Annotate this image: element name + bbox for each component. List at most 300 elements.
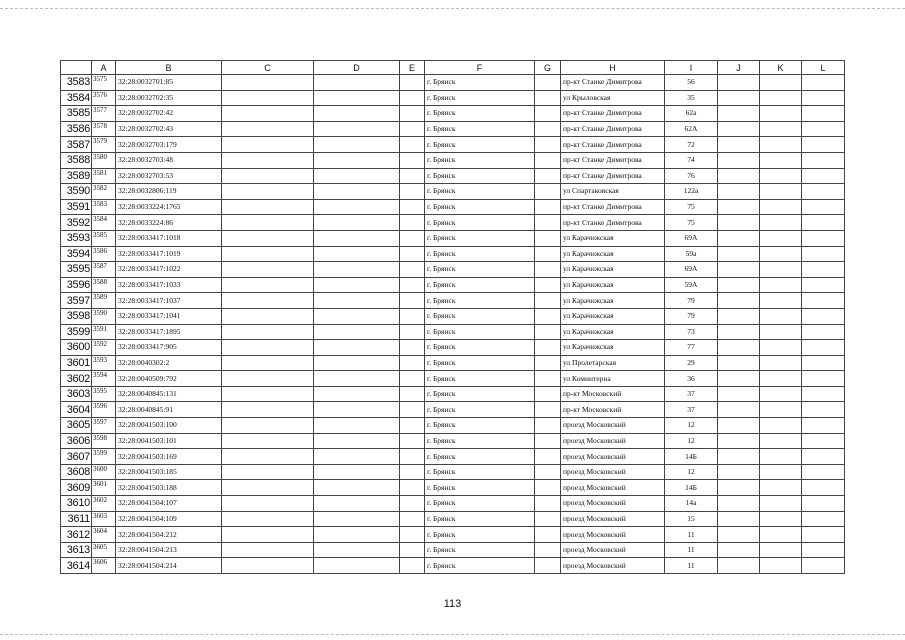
cell-k[interactable] bbox=[760, 293, 802, 309]
cell-j[interactable] bbox=[718, 340, 760, 356]
cell-d[interactable] bbox=[314, 246, 400, 262]
cell-l[interactable] bbox=[802, 324, 845, 340]
cell-f[interactable]: г. Брянск bbox=[425, 230, 535, 246]
cell-d[interactable] bbox=[314, 496, 400, 512]
cell-i[interactable]: 37 bbox=[665, 402, 718, 418]
cell-g[interactable] bbox=[535, 449, 561, 465]
cell-b[interactable]: 32:28:0033417:1033 bbox=[116, 277, 222, 293]
cell-a[interactable]: 3580 bbox=[92, 152, 116, 168]
cell-b[interactable]: 32:28:0041504:107 bbox=[116, 496, 222, 512]
cell-c[interactable] bbox=[222, 90, 314, 106]
cell-g[interactable] bbox=[535, 75, 561, 91]
cell-d[interactable] bbox=[314, 137, 400, 153]
cell-h[interactable]: пр-кт Станке Димитрова bbox=[561, 168, 665, 184]
cell-a[interactable]: 3597 bbox=[92, 418, 116, 434]
cell-j[interactable] bbox=[718, 324, 760, 340]
cell-a[interactable]: 3584 bbox=[92, 215, 116, 231]
cell-k[interactable] bbox=[760, 433, 802, 449]
cell-a[interactable]: 3600 bbox=[92, 464, 116, 480]
cell-c[interactable] bbox=[222, 215, 314, 231]
cell-d[interactable] bbox=[314, 308, 400, 324]
row-number[interactable]: 3600 bbox=[61, 340, 92, 356]
cell-b[interactable]: 32:28:0033417:1019 bbox=[116, 246, 222, 262]
cell-h[interactable]: пр-кт Станке Димитрова bbox=[561, 215, 665, 231]
column-header-e[interactable]: E bbox=[400, 61, 425, 75]
cell-a[interactable]: 3603 bbox=[92, 511, 116, 527]
cell-k[interactable] bbox=[760, 386, 802, 402]
column-header-h[interactable]: H bbox=[561, 61, 665, 75]
cell-i[interactable]: 29 bbox=[665, 355, 718, 371]
column-header-f[interactable]: F bbox=[425, 61, 535, 75]
cell-l[interactable] bbox=[802, 277, 845, 293]
row-number[interactable]: 3604 bbox=[61, 402, 92, 418]
cell-c[interactable] bbox=[222, 293, 314, 309]
row-number[interactable]: 3590 bbox=[61, 184, 92, 200]
cell-f[interactable]: г. Брянск bbox=[425, 246, 535, 262]
cell-a[interactable]: 3591 bbox=[92, 324, 116, 340]
cell-g[interactable] bbox=[535, 496, 561, 512]
cell-a[interactable]: 3601 bbox=[92, 480, 116, 496]
cell-d[interactable] bbox=[314, 293, 400, 309]
cell-h[interactable]: ул Карачижская bbox=[561, 324, 665, 340]
row-number[interactable]: 3591 bbox=[61, 199, 92, 215]
cell-e[interactable] bbox=[400, 371, 425, 387]
cell-l[interactable] bbox=[802, 137, 845, 153]
row-number[interactable]: 3589 bbox=[61, 168, 92, 184]
cell-g[interactable] bbox=[535, 277, 561, 293]
cell-i[interactable]: 79 bbox=[665, 293, 718, 309]
cell-d[interactable] bbox=[314, 527, 400, 543]
cell-j[interactable] bbox=[718, 106, 760, 122]
cell-a[interactable]: 3598 bbox=[92, 433, 116, 449]
cell-h[interactable]: ул Карачижская bbox=[561, 293, 665, 309]
cell-c[interactable] bbox=[222, 480, 314, 496]
cell-h[interactable]: пр-кт Станке Димитрова bbox=[561, 152, 665, 168]
cell-e[interactable] bbox=[400, 246, 425, 262]
cell-a[interactable]: 3588 bbox=[92, 277, 116, 293]
cell-e[interactable] bbox=[400, 558, 425, 574]
cell-g[interactable] bbox=[535, 433, 561, 449]
cell-j[interactable] bbox=[718, 184, 760, 200]
cell-f[interactable]: г. Брянск bbox=[425, 106, 535, 122]
cell-i[interactable]: 14а bbox=[665, 496, 718, 512]
cell-i[interactable]: 11 bbox=[665, 558, 718, 574]
cell-c[interactable] bbox=[222, 277, 314, 293]
row-number[interactable]: 3597 bbox=[61, 293, 92, 309]
cell-l[interactable] bbox=[802, 511, 845, 527]
cell-k[interactable] bbox=[760, 246, 802, 262]
cell-j[interactable] bbox=[718, 215, 760, 231]
cell-j[interactable] bbox=[718, 542, 760, 558]
cell-l[interactable] bbox=[802, 558, 845, 574]
row-number[interactable]: 3588 bbox=[61, 152, 92, 168]
cell-j[interactable] bbox=[718, 230, 760, 246]
cell-c[interactable] bbox=[222, 527, 314, 543]
cell-l[interactable] bbox=[802, 542, 845, 558]
cell-c[interactable] bbox=[222, 386, 314, 402]
cell-g[interactable] bbox=[535, 308, 561, 324]
cell-a[interactable]: 3583 bbox=[92, 199, 116, 215]
cell-g[interactable] bbox=[535, 121, 561, 137]
cell-e[interactable] bbox=[400, 137, 425, 153]
cell-i[interactable]: 74 bbox=[665, 152, 718, 168]
row-number[interactable]: 3605 bbox=[61, 418, 92, 434]
cell-e[interactable] bbox=[400, 293, 425, 309]
cell-j[interactable] bbox=[718, 355, 760, 371]
cell-i[interactable]: 62а bbox=[665, 106, 718, 122]
cell-f[interactable]: г. Брянск bbox=[425, 449, 535, 465]
cell-g[interactable] bbox=[535, 480, 561, 496]
cell-c[interactable] bbox=[222, 464, 314, 480]
cell-e[interactable] bbox=[400, 90, 425, 106]
cell-e[interactable] bbox=[400, 184, 425, 200]
cell-f[interactable]: г. Брянск bbox=[425, 340, 535, 356]
cell-h[interactable]: проезд Московский bbox=[561, 449, 665, 465]
cell-f[interactable]: г. Брянск bbox=[425, 277, 535, 293]
cell-j[interactable] bbox=[718, 464, 760, 480]
cell-c[interactable] bbox=[222, 106, 314, 122]
cell-j[interactable] bbox=[718, 449, 760, 465]
cell-j[interactable] bbox=[718, 137, 760, 153]
cell-j[interactable] bbox=[718, 293, 760, 309]
row-number[interactable]: 3612 bbox=[61, 527, 92, 543]
cell-g[interactable] bbox=[535, 464, 561, 480]
column-header-k[interactable]: K bbox=[760, 61, 802, 75]
cell-f[interactable]: г. Брянск bbox=[425, 215, 535, 231]
cell-j[interactable] bbox=[718, 433, 760, 449]
cell-d[interactable] bbox=[314, 199, 400, 215]
cell-i[interactable]: 12 bbox=[665, 464, 718, 480]
cell-d[interactable] bbox=[314, 277, 400, 293]
row-number[interactable]: 3595 bbox=[61, 262, 92, 278]
row-number[interactable]: 3603 bbox=[61, 386, 92, 402]
column-header-l[interactable]: L bbox=[802, 61, 845, 75]
cell-f[interactable]: г. Брянск bbox=[425, 184, 535, 200]
cell-j[interactable] bbox=[718, 121, 760, 137]
cell-b[interactable]: 32:28:0033417:905 bbox=[116, 340, 222, 356]
cell-a[interactable]: 3577 bbox=[92, 106, 116, 122]
cell-l[interactable] bbox=[802, 371, 845, 387]
cell-i[interactable]: 79 bbox=[665, 308, 718, 324]
row-number[interactable]: 3586 bbox=[61, 121, 92, 137]
cell-g[interactable] bbox=[535, 215, 561, 231]
cell-k[interactable] bbox=[760, 418, 802, 434]
cell-d[interactable] bbox=[314, 340, 400, 356]
cell-h[interactable]: ул Карачижская bbox=[561, 308, 665, 324]
row-number[interactable]: 3587 bbox=[61, 137, 92, 153]
cell-j[interactable] bbox=[718, 308, 760, 324]
cell-e[interactable] bbox=[400, 215, 425, 231]
cell-b[interactable]: 32:28:0040845:91 bbox=[116, 402, 222, 418]
cell-h[interactable]: проезд Московский bbox=[561, 433, 665, 449]
cell-d[interactable] bbox=[314, 121, 400, 137]
cell-h[interactable]: ул Карачижская bbox=[561, 262, 665, 278]
cell-c[interactable] bbox=[222, 496, 314, 512]
cell-c[interactable] bbox=[222, 355, 314, 371]
cell-f[interactable]: г. Брянск bbox=[425, 511, 535, 527]
cell-e[interactable] bbox=[400, 386, 425, 402]
cell-j[interactable] bbox=[718, 152, 760, 168]
cell-i[interactable]: 37 bbox=[665, 386, 718, 402]
cell-i[interactable]: 62А bbox=[665, 121, 718, 137]
cell-j[interactable] bbox=[718, 386, 760, 402]
cell-f[interactable]: г. Брянск bbox=[425, 433, 535, 449]
cell-g[interactable] bbox=[535, 184, 561, 200]
cell-d[interactable] bbox=[314, 464, 400, 480]
row-number[interactable]: 3599 bbox=[61, 324, 92, 340]
cell-c[interactable] bbox=[222, 542, 314, 558]
cell-h[interactable]: проезд Московский bbox=[561, 527, 665, 543]
cell-b[interactable]: 32:28:0040302:2 bbox=[116, 355, 222, 371]
cell-g[interactable] bbox=[535, 542, 561, 558]
cell-g[interactable] bbox=[535, 418, 561, 434]
cell-a[interactable]: 3594 bbox=[92, 371, 116, 387]
cell-e[interactable] bbox=[400, 480, 425, 496]
cell-i[interactable]: 72 bbox=[665, 137, 718, 153]
cell-l[interactable] bbox=[802, 418, 845, 434]
cell-g[interactable] bbox=[535, 106, 561, 122]
cell-h[interactable]: пр-кт Станке Димитрова bbox=[561, 121, 665, 137]
cell-a[interactable]: 3605 bbox=[92, 542, 116, 558]
cell-g[interactable] bbox=[535, 324, 561, 340]
cell-g[interactable] bbox=[535, 246, 561, 262]
cell-d[interactable] bbox=[314, 324, 400, 340]
cell-e[interactable] bbox=[400, 308, 425, 324]
cell-i[interactable]: 36 bbox=[665, 371, 718, 387]
cell-b[interactable]: 32:28:0041503:185 bbox=[116, 464, 222, 480]
column-header-j[interactable]: J bbox=[718, 61, 760, 75]
cell-f[interactable]: г. Брянск bbox=[425, 75, 535, 91]
cell-g[interactable] bbox=[535, 152, 561, 168]
cell-c[interactable] bbox=[222, 262, 314, 278]
cell-i[interactable]: 69А bbox=[665, 230, 718, 246]
row-number[interactable]: 3614 bbox=[61, 558, 92, 574]
cell-f[interactable]: г. Брянск bbox=[425, 90, 535, 106]
cell-k[interactable] bbox=[760, 542, 802, 558]
cell-g[interactable] bbox=[535, 386, 561, 402]
cell-e[interactable] bbox=[400, 449, 425, 465]
cell-k[interactable] bbox=[760, 152, 802, 168]
cell-l[interactable] bbox=[802, 340, 845, 356]
cell-g[interactable] bbox=[535, 137, 561, 153]
cell-b[interactable]: 32:28:0033224:86 bbox=[116, 215, 222, 231]
cell-i[interactable]: 11 bbox=[665, 527, 718, 543]
cell-c[interactable] bbox=[222, 418, 314, 434]
cell-k[interactable] bbox=[760, 324, 802, 340]
cell-j[interactable] bbox=[718, 558, 760, 574]
cell-l[interactable] bbox=[802, 308, 845, 324]
cell-l[interactable] bbox=[802, 449, 845, 465]
cell-e[interactable] bbox=[400, 542, 425, 558]
cell-k[interactable] bbox=[760, 558, 802, 574]
cell-d[interactable] bbox=[314, 433, 400, 449]
row-number[interactable]: 3601 bbox=[61, 355, 92, 371]
cell-i[interactable]: 15 bbox=[665, 511, 718, 527]
cell-d[interactable] bbox=[314, 449, 400, 465]
cell-i[interactable]: 35 bbox=[665, 90, 718, 106]
cell-f[interactable]: г. Брянск bbox=[425, 558, 535, 574]
cell-i[interactable]: 76 bbox=[665, 168, 718, 184]
cell-d[interactable] bbox=[314, 511, 400, 527]
cell-f[interactable]: г. Брянск bbox=[425, 168, 535, 184]
cell-i[interactable]: 12 bbox=[665, 433, 718, 449]
row-number[interactable]: 3611 bbox=[61, 511, 92, 527]
cell-k[interactable] bbox=[760, 496, 802, 512]
cell-f[interactable]: г. Брянск bbox=[425, 480, 535, 496]
cell-a[interactable]: 3578 bbox=[92, 121, 116, 137]
cell-f[interactable]: г. Брянск bbox=[425, 355, 535, 371]
cell-f[interactable]: г. Брянск bbox=[425, 293, 535, 309]
cell-l[interactable] bbox=[802, 433, 845, 449]
cell-j[interactable] bbox=[718, 246, 760, 262]
cell-c[interactable] bbox=[222, 340, 314, 356]
cell-d[interactable] bbox=[314, 90, 400, 106]
cell-f[interactable]: г. Брянск bbox=[425, 496, 535, 512]
cell-j[interactable] bbox=[718, 168, 760, 184]
cell-e[interactable] bbox=[400, 355, 425, 371]
cell-d[interactable] bbox=[314, 168, 400, 184]
cell-b[interactable]: 32:28:0041503:188 bbox=[116, 480, 222, 496]
cell-h[interactable]: пр-кт Станке Димитрова bbox=[561, 199, 665, 215]
cell-d[interactable] bbox=[314, 184, 400, 200]
cell-g[interactable] bbox=[535, 262, 561, 278]
cell-j[interactable] bbox=[718, 262, 760, 278]
cell-c[interactable] bbox=[222, 511, 314, 527]
cell-a[interactable]: 3602 bbox=[92, 496, 116, 512]
cell-b[interactable]: 32:28:0032806:119 bbox=[116, 184, 222, 200]
cell-h[interactable]: пр-кт Станке Димитрова bbox=[561, 106, 665, 122]
row-number[interactable]: 3602 bbox=[61, 371, 92, 387]
cell-g[interactable] bbox=[535, 168, 561, 184]
cell-e[interactable] bbox=[400, 496, 425, 512]
cell-c[interactable] bbox=[222, 558, 314, 574]
cell-b[interactable]: 32:28:0033417:1895 bbox=[116, 324, 222, 340]
cell-c[interactable] bbox=[222, 324, 314, 340]
cell-k[interactable] bbox=[760, 199, 802, 215]
cell-d[interactable] bbox=[314, 152, 400, 168]
cell-k[interactable] bbox=[760, 340, 802, 356]
cell-d[interactable] bbox=[314, 215, 400, 231]
cell-b[interactable]: 32:28:0032703:53 bbox=[116, 168, 222, 184]
cell-b[interactable]: 32:28:0041503:100 bbox=[116, 418, 222, 434]
cell-e[interactable] bbox=[400, 75, 425, 91]
cell-b[interactable]: 32:28:0041504:214 bbox=[116, 558, 222, 574]
cell-k[interactable] bbox=[760, 168, 802, 184]
cell-h[interactable]: ул Пролетарская bbox=[561, 355, 665, 371]
cell-f[interactable]: г. Брянск bbox=[425, 464, 535, 480]
row-number[interactable]: 3593 bbox=[61, 230, 92, 246]
cell-j[interactable] bbox=[718, 75, 760, 91]
cell-b[interactable]: 32:28:0032703:48 bbox=[116, 152, 222, 168]
cell-l[interactable] bbox=[802, 168, 845, 184]
cell-e[interactable] bbox=[400, 324, 425, 340]
cell-l[interactable] bbox=[802, 496, 845, 512]
cell-f[interactable]: г. Брянск bbox=[425, 262, 535, 278]
row-number[interactable]: 3594 bbox=[61, 246, 92, 262]
cell-h[interactable]: пр-кт Станке Димитрова bbox=[561, 137, 665, 153]
cell-h[interactable]: ул Коминтерна bbox=[561, 371, 665, 387]
row-number[interactable]: 3606 bbox=[61, 433, 92, 449]
cell-i[interactable]: 77 bbox=[665, 340, 718, 356]
cell-h[interactable]: ул Карачижская bbox=[561, 246, 665, 262]
cell-h[interactable]: ул Спартаковская bbox=[561, 184, 665, 200]
cell-e[interactable] bbox=[400, 464, 425, 480]
cell-b[interactable]: 32:28:0033417:1022 bbox=[116, 262, 222, 278]
cell-k[interactable] bbox=[760, 262, 802, 278]
cell-l[interactable] bbox=[802, 75, 845, 91]
cell-b[interactable]: 32:28:0032701:85 bbox=[116, 75, 222, 91]
cell-l[interactable] bbox=[802, 355, 845, 371]
cell-h[interactable]: проезд Московский bbox=[561, 496, 665, 512]
cell-f[interactable]: г. Брянск bbox=[425, 386, 535, 402]
cell-b[interactable]: 32:28:0033417:1041 bbox=[116, 308, 222, 324]
cell-k[interactable] bbox=[760, 137, 802, 153]
cell-b[interactable]: 32:28:0032702:43 bbox=[116, 121, 222, 137]
cell-c[interactable] bbox=[222, 168, 314, 184]
cell-a[interactable]: 3606 bbox=[92, 558, 116, 574]
cell-e[interactable] bbox=[400, 121, 425, 137]
cell-b[interactable]: 32:28:0032702:35 bbox=[116, 90, 222, 106]
cell-l[interactable] bbox=[802, 152, 845, 168]
cell-g[interactable] bbox=[535, 230, 561, 246]
cell-l[interactable] bbox=[802, 464, 845, 480]
cell-d[interactable] bbox=[314, 558, 400, 574]
cell-d[interactable] bbox=[314, 402, 400, 418]
column-header-b[interactable]: B bbox=[116, 61, 222, 75]
cell-j[interactable] bbox=[718, 496, 760, 512]
cell-f[interactable]: г. Брянск bbox=[425, 199, 535, 215]
cell-a[interactable]: 3576 bbox=[92, 90, 116, 106]
cell-l[interactable] bbox=[802, 480, 845, 496]
row-number[interactable]: 3596 bbox=[61, 277, 92, 293]
cell-i[interactable]: 59А bbox=[665, 277, 718, 293]
cell-f[interactable]: г. Брянск bbox=[425, 121, 535, 137]
cell-j[interactable] bbox=[718, 199, 760, 215]
cell-c[interactable] bbox=[222, 371, 314, 387]
cell-c[interactable] bbox=[222, 152, 314, 168]
cell-k[interactable] bbox=[760, 371, 802, 387]
cell-d[interactable] bbox=[314, 542, 400, 558]
cell-d[interactable] bbox=[314, 355, 400, 371]
cell-a[interactable]: 3604 bbox=[92, 527, 116, 543]
cell-g[interactable] bbox=[535, 199, 561, 215]
cell-i[interactable]: 14Б bbox=[665, 480, 718, 496]
cell-k[interactable] bbox=[760, 121, 802, 137]
cell-j[interactable] bbox=[718, 371, 760, 387]
cell-c[interactable] bbox=[222, 184, 314, 200]
cell-e[interactable] bbox=[400, 340, 425, 356]
cell-i[interactable]: 73 bbox=[665, 324, 718, 340]
row-number[interactable]: 3608 bbox=[61, 464, 92, 480]
cell-e[interactable] bbox=[400, 262, 425, 278]
cell-e[interactable] bbox=[400, 402, 425, 418]
cell-g[interactable] bbox=[535, 340, 561, 356]
cell-k[interactable] bbox=[760, 527, 802, 543]
corner-header[interactable] bbox=[61, 61, 92, 75]
cell-a[interactable]: 3579 bbox=[92, 137, 116, 153]
cell-k[interactable] bbox=[760, 480, 802, 496]
cell-f[interactable]: г. Брянск bbox=[425, 402, 535, 418]
cell-e[interactable] bbox=[400, 106, 425, 122]
cell-i[interactable]: 59а bbox=[665, 246, 718, 262]
cell-c[interactable] bbox=[222, 308, 314, 324]
row-number[interactable]: 3613 bbox=[61, 542, 92, 558]
cell-i[interactable]: 75 bbox=[665, 199, 718, 215]
cell-d[interactable] bbox=[314, 106, 400, 122]
cell-g[interactable] bbox=[535, 355, 561, 371]
cell-l[interactable] bbox=[802, 90, 845, 106]
cell-j[interactable] bbox=[718, 511, 760, 527]
